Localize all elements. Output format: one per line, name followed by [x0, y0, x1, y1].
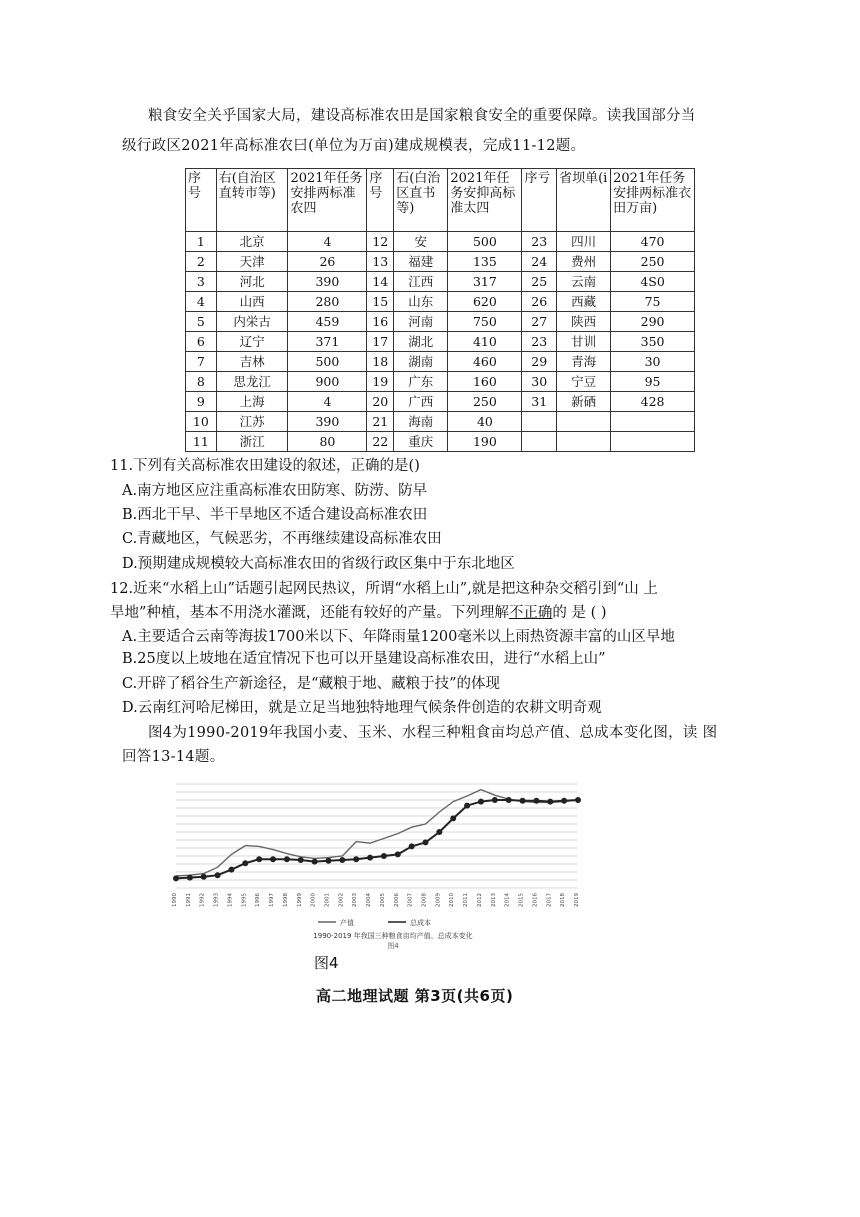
series-point — [492, 797, 498, 803]
x-tick-label: 2019 — [574, 893, 580, 907]
x-tick-label: 2017 — [546, 893, 553, 907]
header-region-2: 石(白治区直书等) — [394, 169, 448, 232]
header-region-3: 省坝单(i — [557, 169, 611, 232]
table-cell: 9 — [186, 392, 217, 412]
table-row — [186, 252, 695, 272]
table-cell: 8 — [186, 372, 217, 392]
table-cell: 23 — [522, 232, 557, 252]
table-cell: 250 — [448, 392, 522, 412]
series-point — [575, 797, 581, 803]
table-cell: 17 — [367, 332, 394, 352]
table-cell: 江苏 — [216, 412, 288, 432]
chart-caption: 1990-2019 年我国三种粮食亩均产值、总成本变化 — [313, 932, 473, 940]
x-tick-label: 2000 — [310, 893, 317, 907]
chart-sublabel: 图4 — [387, 942, 399, 950]
table-cell: 190 — [448, 432, 522, 452]
series-point — [381, 853, 387, 859]
question-11-stem: 11.下列有关高标准农田建设的叙述，正确的是() — [110, 458, 420, 474]
series-point — [506, 797, 512, 803]
farmland-table — [185, 168, 695, 452]
table-cell: 26 — [288, 252, 367, 272]
cost-value-line-chart — [168, 770, 588, 950]
series-point — [201, 874, 207, 880]
table-cell: 14 — [367, 272, 394, 292]
table-row — [186, 432, 695, 452]
series-point — [450, 815, 456, 821]
table-cell: 陕西 — [557, 312, 611, 332]
x-tick-label: 2005 — [379, 893, 386, 907]
table-row — [186, 372, 695, 392]
q11-option-a: A.南方地区应注重高标准农田防寒、防涝、防早 — [122, 483, 428, 499]
header-index-2: 序号 — [367, 169, 394, 232]
intro-line-2: 级行政区2021年高标准农曰(单位为万亩)建成规模表，完成11-12题。 — [122, 138, 586, 154]
table-row — [186, 292, 695, 312]
table-cell: 广西 — [394, 392, 448, 412]
table-cell: 6 — [186, 332, 217, 352]
table-cell: 4 — [186, 292, 217, 312]
table-cell: 22 — [367, 432, 394, 452]
table-cell: 160 — [448, 372, 522, 392]
table-cell — [557, 432, 611, 452]
x-tick-label: 2013 — [490, 893, 497, 907]
table-cell: 广东 — [394, 372, 448, 392]
table-header-row — [186, 169, 695, 232]
series-point — [547, 799, 553, 805]
series-line-2 — [176, 800, 578, 878]
table-cell: 青海 — [557, 352, 611, 372]
series-point — [242, 860, 248, 866]
legend-label: 总成本 — [410, 919, 431, 927]
table-cell: 459 — [288, 312, 367, 332]
fig-intro-line-2: 回答13-14题。 — [122, 749, 225, 765]
series-point — [256, 856, 262, 862]
table-cell: 山东 — [394, 292, 448, 312]
table-cell: 428 — [611, 392, 695, 412]
q12-option-b: B.25度以上坡地在适宜情况下也可以开垦建设高标准农田，进行“水稻上山” — [122, 651, 606, 667]
table-cell: 20 — [367, 392, 394, 412]
table-cell: 上海 — [216, 392, 288, 412]
x-tick-label: 1999 — [296, 893, 303, 907]
q11-option-c: C.青藏地区，气候恶劣，不再继续建设高标准农田 — [122, 531, 442, 547]
x-tick-label: 1991 — [185, 893, 192, 907]
table-cell: 湖北 — [394, 332, 448, 352]
series-point — [561, 798, 567, 804]
header-task-3: 2021年任务安排两标准衣田万亩) — [611, 169, 695, 232]
x-tick-label: 2014 — [504, 893, 511, 907]
table-row — [186, 352, 695, 372]
table-cell: 390 — [288, 412, 367, 432]
q12-option-a: A.主要适合云南等海拔1700米以下、年降雨量1200毫米以上雨热资源丰富的山区早地 — [122, 629, 675, 645]
series-point — [215, 872, 221, 878]
table-cell: 西藏 — [557, 292, 611, 312]
q12-stem-pre: 旱地”种植，基本不用浇水灌溉，还能有较好的产量。下列理解 — [110, 605, 509, 621]
x-tick-label: 2011 — [463, 893, 470, 907]
table-cell: 四川 — [557, 232, 611, 252]
series-point — [187, 875, 193, 881]
header-task-1: 2021年任务安排两标准农四 — [288, 169, 367, 232]
table-cell: 29 — [522, 352, 557, 372]
table-cell: 5 — [186, 312, 217, 332]
table-cell: 内栄古 — [216, 312, 288, 332]
table-cell: 80 — [288, 432, 367, 452]
table-cell: 40 — [448, 412, 522, 432]
table-cell: 30 — [522, 372, 557, 392]
table-cell: 浙江 — [216, 432, 288, 452]
q11-option-d: D.预期建成规模较大高标准农田的省级行政区集中于东北地区 — [122, 556, 515, 572]
table-cell: 75 — [611, 292, 695, 312]
table-row — [186, 272, 695, 292]
x-tick-label: 2008 — [421, 893, 428, 907]
header-index-3: 序亏 — [522, 169, 557, 232]
table-cell: 10 — [186, 412, 217, 432]
table-cell: 湖南 — [394, 352, 448, 372]
header-region-1: 右(自治区直转市等) — [216, 169, 288, 232]
q11-option-b: B.西北干早、半干旱地区不适合建设高标准农田 — [122, 507, 428, 523]
series-point — [228, 867, 234, 873]
table-cell: 410 — [448, 332, 522, 352]
series-point — [423, 839, 429, 845]
table-cell: 900 — [288, 372, 367, 392]
x-tick-label: 1995 — [241, 893, 248, 907]
x-tick-label: 2004 — [366, 893, 373, 907]
intro-line-1: 粮食安全关乎国家大局，建设高标准农田是国家粮食安全的重要保障。读我国部分当 — [148, 108, 696, 124]
table-cell: 宁豆 — [557, 372, 611, 392]
x-tick-label: 2006 — [393, 893, 400, 907]
table-cell: 云南 — [557, 272, 611, 292]
table-cell: 390 — [288, 272, 367, 292]
question-12-stem-line-2 — [110, 602, 607, 624]
series-point — [284, 856, 290, 862]
table-cell: 290 — [611, 312, 695, 332]
table-cell: 11 — [186, 432, 217, 452]
table-cell — [611, 432, 695, 452]
legend-label: 产值 — [340, 919, 354, 927]
table-cell: 26 — [522, 292, 557, 312]
table-row — [186, 332, 695, 352]
table-cell: 470 — [611, 232, 695, 252]
x-tick-label: 2003 — [352, 893, 359, 907]
table-cell: 18 — [367, 352, 394, 372]
header-task-2: 2021年任务安抑高标准太四 — [448, 169, 522, 232]
series-point — [173, 875, 179, 881]
x-tick-label: 2015 — [518, 893, 525, 907]
table-row — [186, 232, 695, 252]
table-cell: 4 — [288, 392, 367, 412]
x-tick-label: 1997 — [269, 893, 276, 907]
table-row — [186, 412, 695, 432]
x-tick-label: 2007 — [407, 893, 414, 907]
table-cell: 重庆 — [394, 432, 448, 452]
table-cell: 25 — [522, 272, 557, 292]
table-row — [186, 392, 695, 412]
q12-stem-underlined: 不正确 — [508, 605, 553, 621]
x-tick-label: 2001 — [324, 893, 331, 907]
q12-stem-post: 的 是 ( ) — [552, 605, 607, 621]
x-tick-label: 1998 — [282, 893, 289, 907]
x-tick-label: 2018 — [560, 893, 567, 907]
table-cell: 15 — [367, 292, 394, 312]
table-cell: 620 — [448, 292, 522, 312]
table-cell: 费州 — [557, 252, 611, 272]
x-tick-label: 1990 — [172, 893, 178, 907]
table-cell: 371 — [288, 332, 367, 352]
table-cell: 河北 — [216, 272, 288, 292]
table-cell: 3 — [186, 272, 217, 292]
table-cell: 23 — [522, 332, 557, 352]
table-cell: 4S0 — [611, 272, 695, 292]
table-cell: 北京 — [216, 232, 288, 252]
series-line-1 — [176, 790, 578, 876]
series-point — [436, 829, 442, 835]
table-cell: 460 — [448, 352, 522, 372]
table-cell: 95 — [611, 372, 695, 392]
table-cell: 江西 — [394, 272, 448, 292]
series-point — [520, 798, 526, 804]
x-tick-label: 2002 — [338, 893, 345, 907]
table-cell: 500 — [448, 232, 522, 252]
table-cell: 500 — [288, 352, 367, 372]
table-cell: 13 — [367, 252, 394, 272]
table-cell: 福建 — [394, 252, 448, 272]
x-tick-label: 2009 — [435, 893, 442, 907]
table-cell: 安 — [394, 232, 448, 252]
table-cell: 辽宁 — [216, 332, 288, 352]
table-cell: 吉林 — [216, 352, 288, 372]
x-tick-label: 1993 — [213, 893, 220, 907]
q12-option-c: C.开辟了稻谷生产新途径，是“藏粮于地、藏粮于技”的体现 — [122, 676, 501, 692]
fig-intro-line-1: 图4为1990-2019年我国小麦、玉米、水程三种粗食亩均总产值、总成本变化图，读 图 — [148, 725, 718, 741]
x-tick-label: 2012 — [476, 893, 483, 907]
table-cell — [611, 412, 695, 432]
table-cell — [557, 412, 611, 432]
table-cell: 317 — [448, 272, 522, 292]
table-cell: 1 — [186, 232, 217, 252]
table-cell: 山西 — [216, 292, 288, 312]
table-cell: 甘训 — [557, 332, 611, 352]
table-cell: 135 — [448, 252, 522, 272]
series-point — [270, 856, 276, 862]
series-point — [339, 857, 345, 863]
table-cell: 19 — [367, 372, 394, 392]
series-point — [395, 851, 401, 857]
series-point — [409, 843, 415, 849]
table-cell: 天津 — [216, 252, 288, 272]
table-cell: 4 — [288, 232, 367, 252]
series-point — [325, 858, 331, 864]
table-cell — [522, 432, 557, 452]
table-cell: 350 — [611, 332, 695, 352]
page-footer: 高二地理试题 第3页(共6页) — [316, 987, 514, 1005]
series-point — [312, 859, 318, 865]
table-cell — [522, 412, 557, 432]
series-point — [478, 799, 484, 805]
x-tick-label: 1994 — [227, 893, 234, 907]
table-cell: 新硒 — [557, 392, 611, 412]
table-cell: 12 — [367, 232, 394, 252]
table-cell: 21 — [367, 412, 394, 432]
table-cell: 7 — [186, 352, 217, 372]
x-tick-label: 1992 — [199, 893, 206, 907]
table-cell: 27 — [522, 312, 557, 332]
table-cell: 31 — [522, 392, 557, 412]
x-tick-label: 2016 — [532, 893, 539, 907]
x-tick-label: 1996 — [255, 893, 262, 907]
table-cell: 24 — [522, 252, 557, 272]
series-point — [533, 798, 539, 804]
table-cell: 16 — [367, 312, 394, 332]
table-cell: 280 — [288, 292, 367, 312]
header-index-1: 序号 — [186, 169, 217, 232]
table-cell: 思龙江 — [216, 372, 288, 392]
table-cell: 2 — [186, 252, 217, 272]
series-point — [367, 855, 373, 861]
figure-label: 图4 — [314, 954, 339, 972]
question-12-stem-line-1: 12.近来“水稻上山”话题引起网民热议，所谓“水稻上山”,就是把这种杂交稻引到“山 上 — [110, 581, 658, 597]
series-point — [298, 857, 304, 863]
q12-option-d: D.云南红河哈尼梯田，就是立足当地独特地理气候条件创造的农耕文明奇观 — [122, 700, 602, 716]
table-row — [186, 312, 695, 332]
table-cell: 海南 — [394, 412, 448, 432]
x-tick-label: 2010 — [449, 893, 456, 907]
table-cell: 250 — [611, 252, 695, 272]
table-cell: 30 — [611, 352, 695, 372]
table-cell: 750 — [448, 312, 522, 332]
series-point — [353, 856, 359, 862]
series-point — [464, 803, 470, 809]
table-cell: 河南 — [394, 312, 448, 332]
